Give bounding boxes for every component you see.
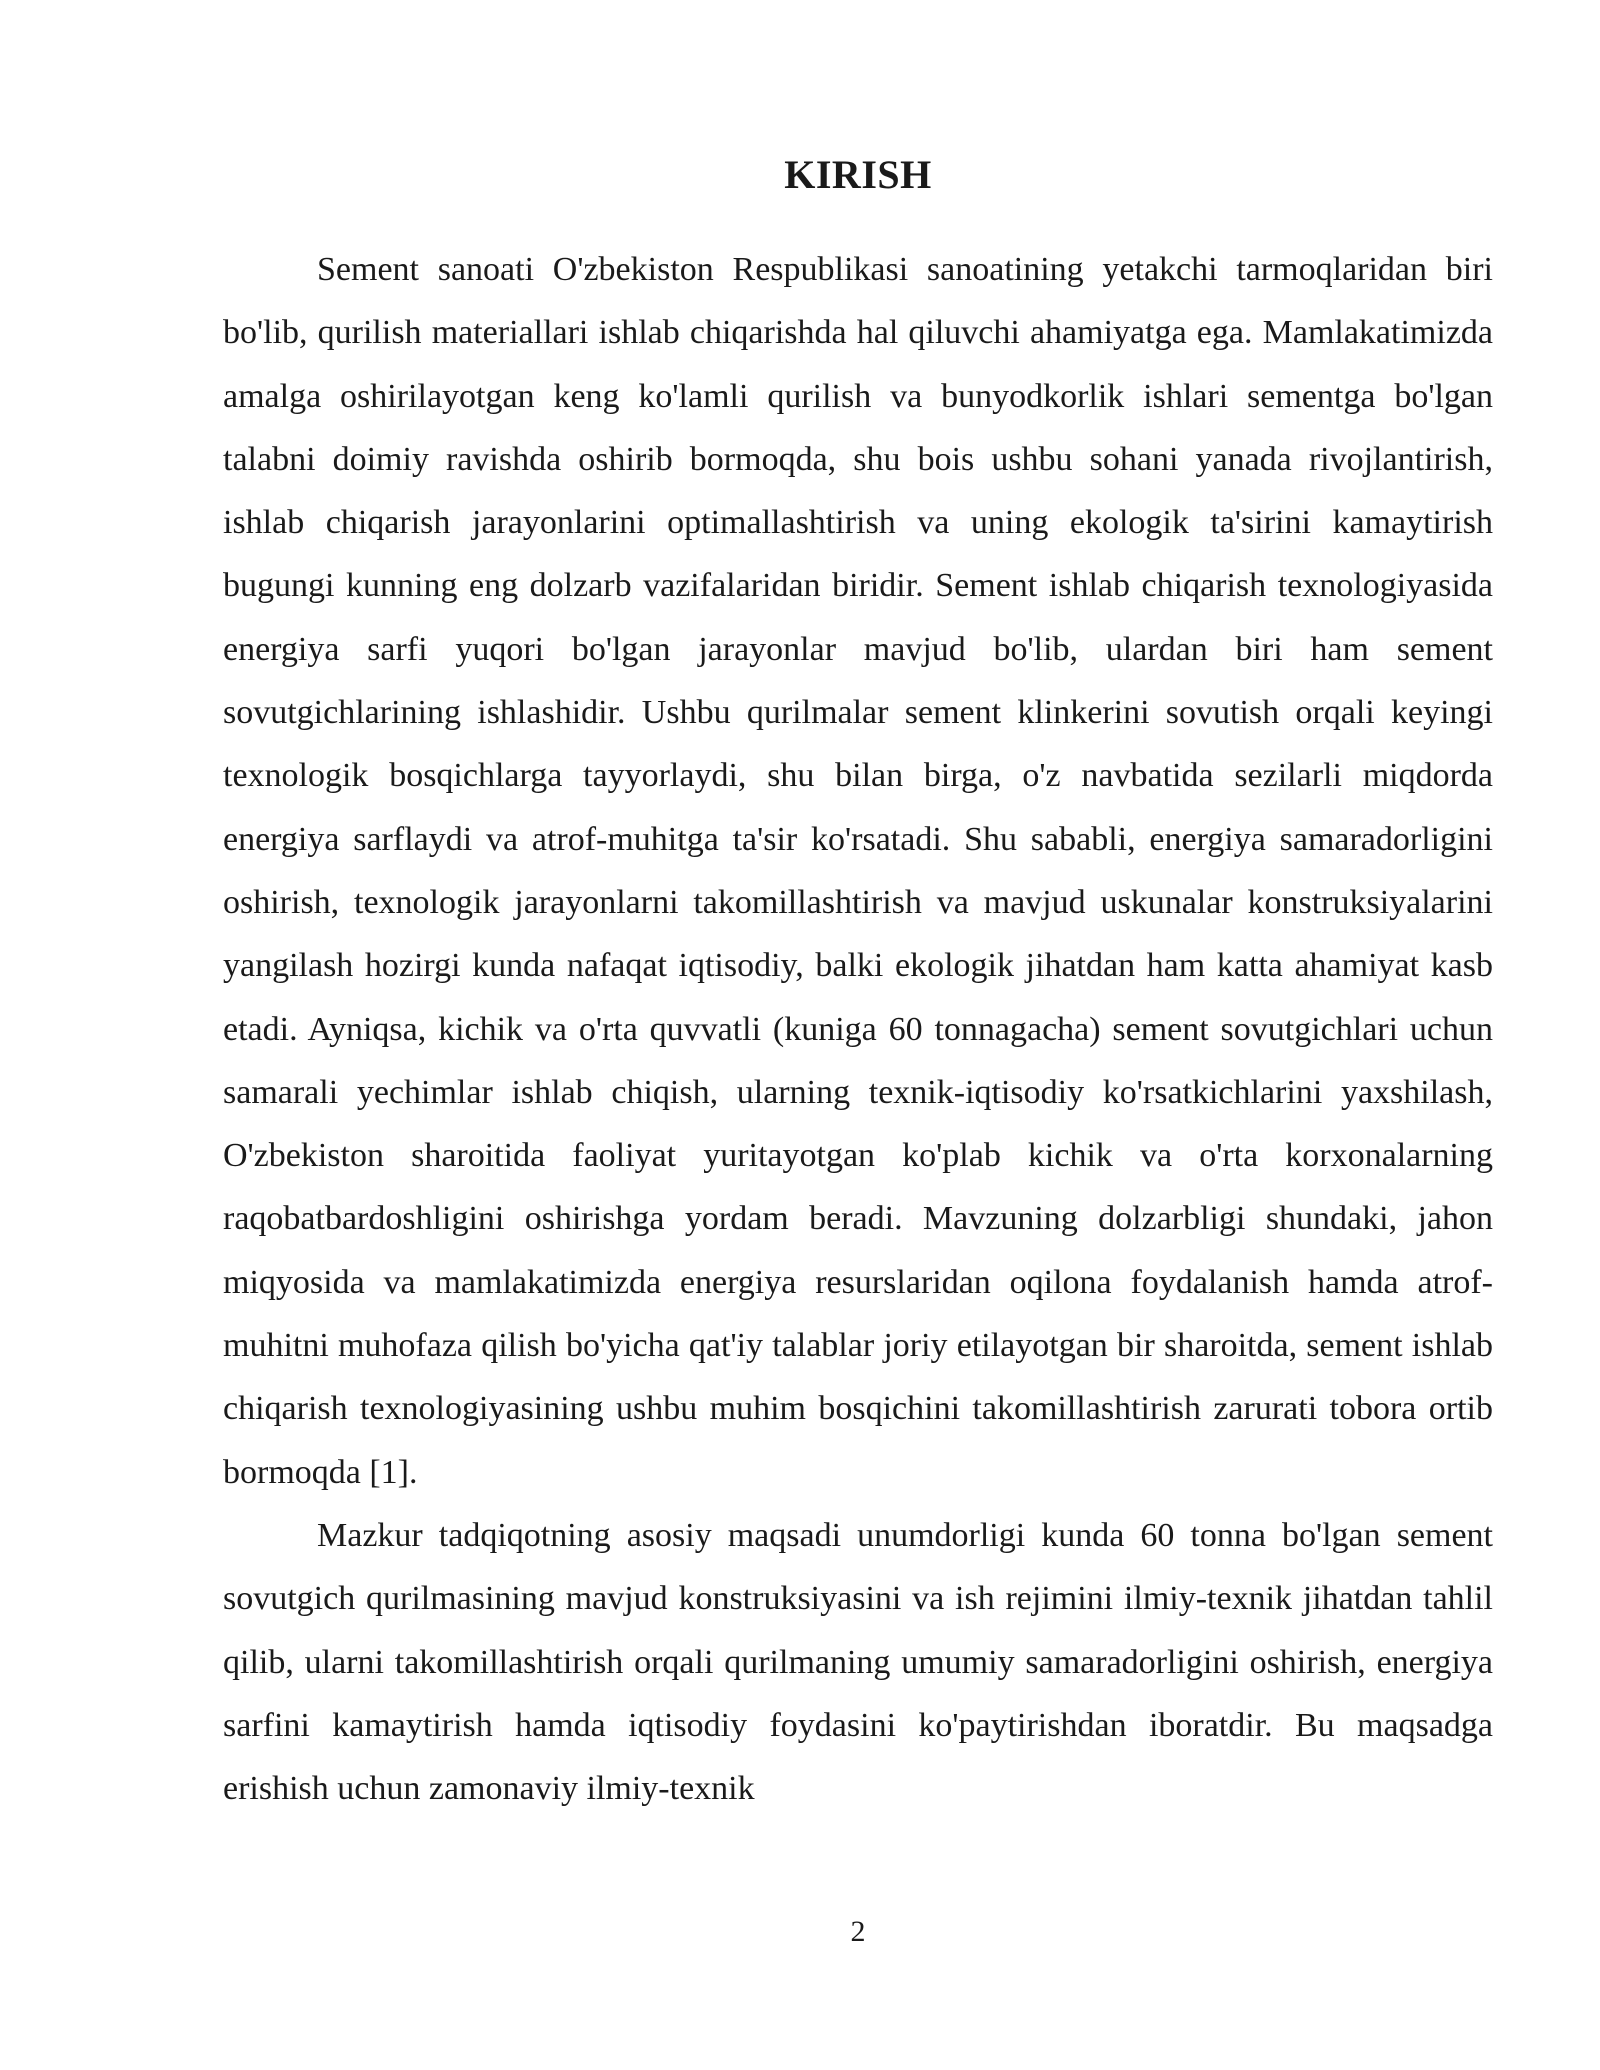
document-body — [223, 238, 1493, 1820]
paragraph-1: Sement sanoati O'zbekiston Respublikasi sanoatining yetakchi tarmoqlaridan biri bo'lib, qurilish materiallari ishlab chiqarishda hal qiluvchi ahamiyatga ega. Mamlakatimizda amalga oshirilayotgan keng ko'lamli qurilish va bunyodkorlik ishlari sementga bo'lgan talabni doimiy ravishda oshirib bormoqda, shu bois ushbu sohani yanada rivojlantirish, ishlab chiqarish jarayonlarini optimallashtirish va uning ekologik ta'sirini kamaytirish bugungi kunning eng dolzarb vazifalaridan biridir. Sement ishlab chiqarish texnologiyasida energiya sarfi yuqori bo'lgan jarayonlar mavjud bo'lib, ulardan biri ham sement sovutgichlarining ishlashidir. Ushbu qurilmalar sement klinkerini sovutish orqali keyingi texnologik bosqichlarga tayyorlaydi, shu bilan birga, o'z navbatida sezilarli miqdorda energiya sarflaydi va atrof-muhitga ta'sir ko'rsatadi. Shu sababli, energiya samaradorligini oshirish, texnologik jarayonlarni takomillashtirish va mavjud uskunalar konstruksiyalarini yangilash hozirgi kunda nafaqat iqtisodiy, balki ekologik jihatdan ham katta ahamiyat kasb etadi. Ayniqsa, kichik va o'rta quvvatli (kuniga 60 tonnagacha) sement sovutgichlari uchun samarali yechimlar ishlab chiqish, ularning texnik-iqtisodiy ko'rsatkichlarini yaxshilash, O'zbekiston sharoitida faoliyat yuritayotgan ko'plab kichik va o'rta korxonalarning raqobatbardoshligini oshirishga yordam beradi. Mavzuning dolzarbligi shundaki, jahon miqyosida va mamlakatimizda energiya resurslaridan oqilona foydalanish hamda atrof-muhitni muhofaza qilish bo'yicha qat'iy talablar joriy etilayotgan bir sharoitda, sement ishlab chiqarish texnologiyasining ushbu muhim bosqichini takomillashtirish zarurati tobora ortib bormoqda [1]. — [223, 251, 1493, 1491]
page-number: 2 — [850, 1915, 866, 1948]
paragraph-2: Mazkur tadqiqotning asosiy maqsadi unumdorligi kunda 60 tonna bo'lgan sement sovutgich qurilmasining mavjud konstruksiyasini va ish rejimini ilmiy-texnik jihatdan tahlil qilib, ularni takomillashtirish orqali qurilmaning umumiy samaradorligini oshirish, energiya sarfini kamaytirish hamda iqtisodiy foydasini ko'paytirishdan iboratdir. Bu maqsadga erishish uchun zamonaviy ilmiy-texnik — [223, 1516, 1493, 1808]
page-title: KIRISH — [784, 152, 932, 197]
